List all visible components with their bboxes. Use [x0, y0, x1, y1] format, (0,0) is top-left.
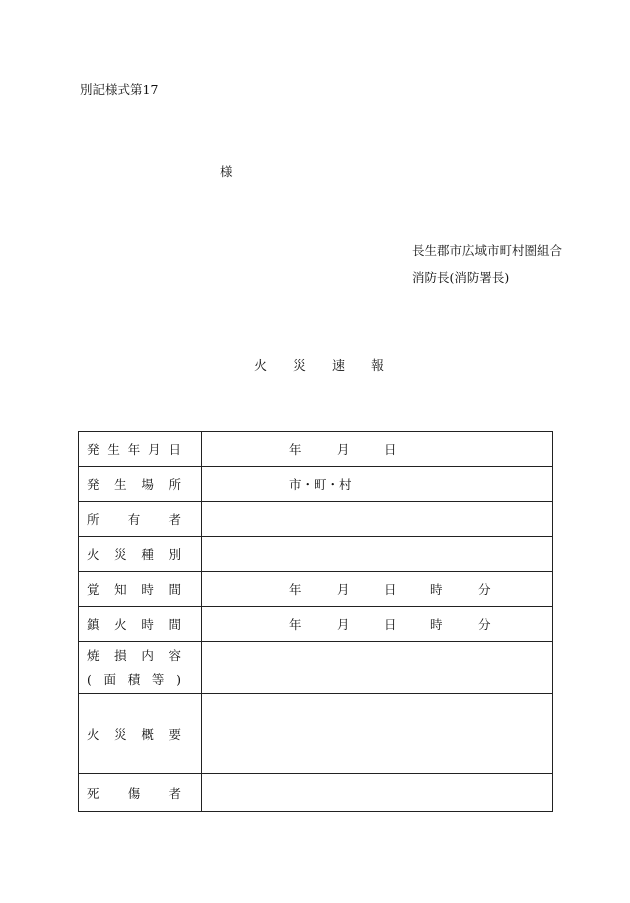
- label-char: 焼: [87, 647, 100, 663]
- row-extinguish-time: [79, 607, 553, 642]
- sender-organization: 長生郡市広域市町村圏組合: [412, 243, 563, 258]
- value-damage-details[interactable]: [202, 642, 553, 694]
- label-char: 有: [127, 512, 141, 527]
- label-char: 別: [168, 547, 181, 562]
- unit-month: 月: [337, 442, 350, 457]
- row-fire-type: [79, 537, 553, 572]
- label-char: 所: [87, 512, 100, 527]
- row-occurrence-place: [79, 467, 553, 502]
- value-owner[interactable]: [202, 502, 553, 537]
- label-damage-details: [79, 642, 202, 694]
- label-char: 時: [141, 582, 154, 597]
- document-title: [254, 355, 384, 374]
- unit-month: 月: [337, 617, 350, 632]
- label-char: 積: [127, 671, 141, 687]
- unit-day: 日: [384, 442, 397, 457]
- label-fire-summary: [79, 694, 202, 774]
- label-detection-time: [79, 572, 202, 607]
- addressee-suffix: 様: [220, 164, 233, 179]
- unit-hour: 時: [430, 582, 443, 597]
- label-char: 間: [168, 617, 181, 632]
- row-casualties: [79, 774, 553, 812]
- title-char: 火: [254, 359, 268, 374]
- title-char: 報: [370, 359, 384, 374]
- label-char: 等: [151, 671, 165, 687]
- label-casualties: [79, 774, 202, 812]
- label-char: 月: [148, 442, 161, 457]
- label-char: 損: [114, 647, 127, 663]
- label-char: 要: [168, 726, 181, 742]
- title-char: 災: [292, 359, 306, 374]
- label-char: 場: [141, 477, 154, 492]
- row-owner: [79, 502, 553, 537]
- label-char: 間: [168, 582, 181, 597]
- value-occurrence-date[interactable]: [202, 432, 553, 467]
- label-char: 知: [114, 582, 127, 597]
- label-char: 生: [107, 442, 120, 457]
- label-char: 火: [114, 617, 127, 632]
- sender-title: 消防長(消防署長): [412, 270, 510, 285]
- label-char: 鎮: [87, 617, 100, 632]
- fire-report-table: [78, 431, 553, 812]
- row-damage-details: [79, 642, 553, 694]
- label-extinguish-time: [79, 607, 202, 642]
- label-char: 時: [141, 617, 154, 632]
- label-char: 者: [168, 512, 181, 527]
- unit-minute: 分: [478, 617, 491, 632]
- value-fire-summary[interactable]: [202, 694, 553, 774]
- label-char: 内: [141, 647, 154, 663]
- label-char: 日: [168, 442, 181, 457]
- unit-hour: 時: [430, 617, 443, 632]
- label-char: 発: [87, 442, 100, 457]
- value-occurrence-place[interactable]: [202, 467, 553, 502]
- label-char: 災: [114, 726, 127, 742]
- value-extinguish-time[interactable]: [202, 607, 553, 642]
- label-char: 者: [168, 785, 181, 801]
- label-char: 火: [87, 547, 100, 562]
- unit-year: 年: [289, 442, 302, 457]
- label-char: 死: [87, 785, 100, 801]
- label-char: 覚: [87, 582, 100, 597]
- label-char: 生: [114, 477, 127, 492]
- value-casualties[interactable]: [202, 774, 553, 812]
- label-char: 火: [87, 726, 100, 742]
- label-occurrence-date: [79, 432, 202, 467]
- form-number: 別記様式第17: [80, 82, 159, 97]
- title-char: 速: [331, 359, 345, 374]
- row-detection-time: [79, 572, 553, 607]
- unit-municipality: 市・町・村: [289, 477, 352, 492]
- label-char: 容: [168, 647, 181, 663]
- row-occurrence-date: [79, 432, 553, 467]
- unit-day: 日: [384, 617, 397, 632]
- unit-month: 月: [337, 582, 350, 597]
- label-char: 概: [141, 726, 154, 742]
- label-char: (: [87, 671, 92, 687]
- label-char: 発: [87, 477, 100, 492]
- value-detection-time[interactable]: [202, 572, 553, 607]
- unit-year: 年: [289, 582, 302, 597]
- unit-day: 日: [384, 582, 397, 597]
- unit-minute: 分: [478, 582, 491, 597]
- label-occurrence-place: [79, 467, 202, 502]
- label-char: 面: [103, 671, 117, 687]
- label-char: 所: [168, 477, 181, 492]
- row-fire-summary: [79, 694, 553, 774]
- label-owner: [79, 502, 202, 537]
- label-char: ): [176, 671, 181, 687]
- value-fire-type[interactable]: [202, 537, 553, 572]
- label-fire-type: [79, 537, 202, 572]
- label-char: 年: [127, 442, 141, 457]
- label-char: 傷: [127, 785, 141, 801]
- label-char: 災: [114, 547, 127, 562]
- unit-year: 年: [289, 617, 302, 632]
- label-char: 種: [141, 547, 154, 562]
